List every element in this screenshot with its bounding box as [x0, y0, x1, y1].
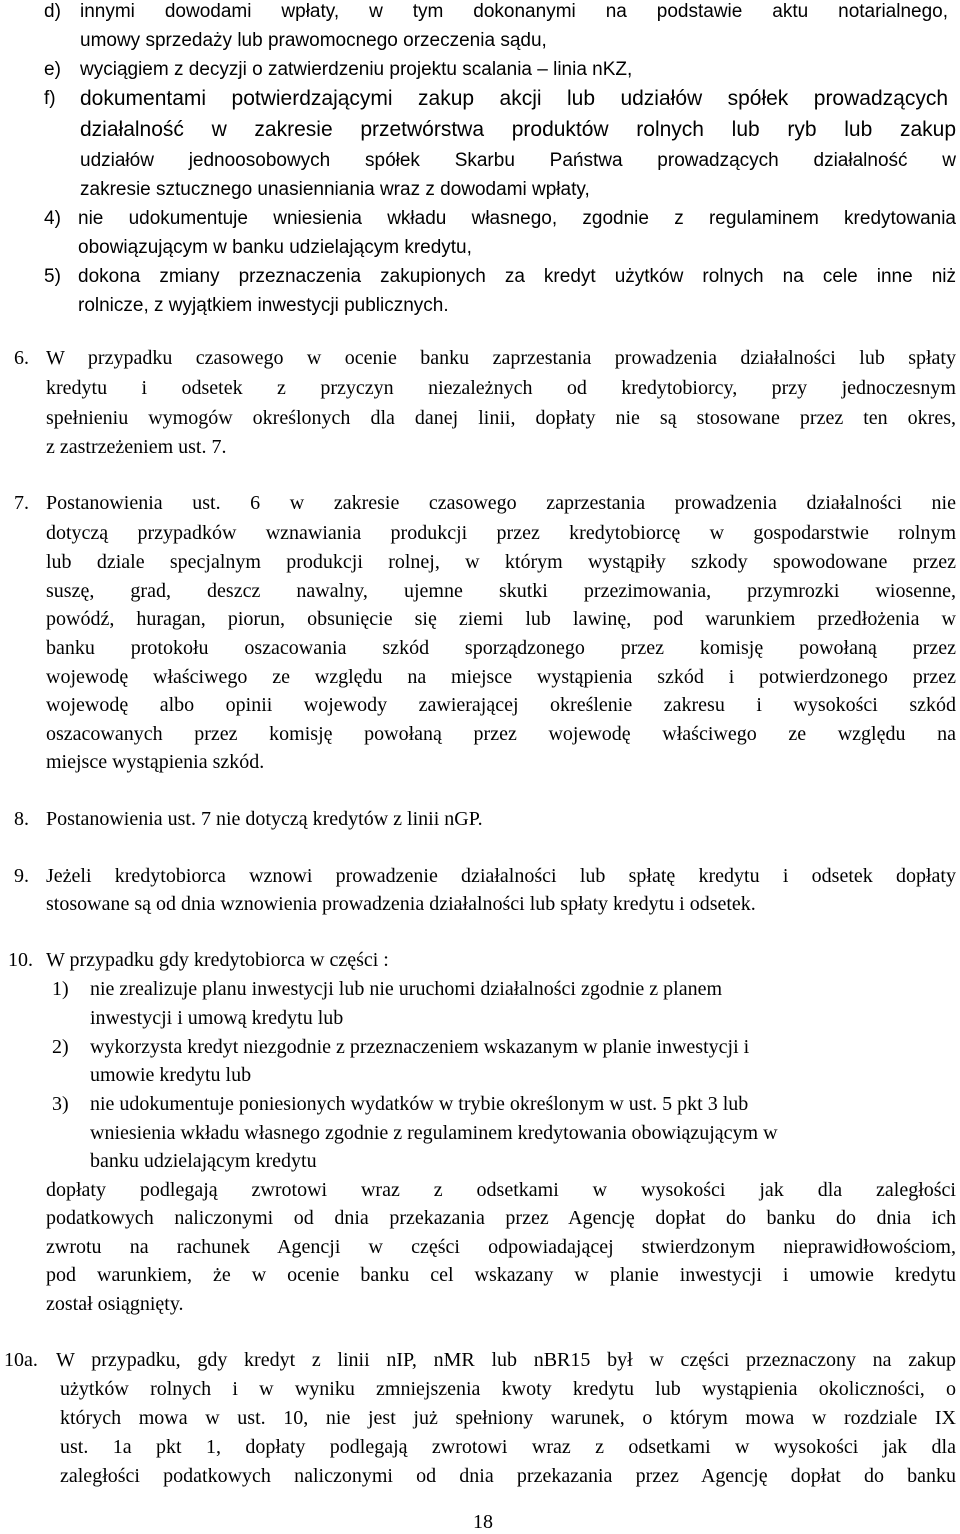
item-label: 1): [52, 978, 69, 1000]
paragraph-line: suszę, grad, deszcz nawalny, ujemne skutki przezimowania, przymrozki wiosenne,: [46, 580, 956, 602]
item-text: dokumentami potwierdzającymi zakup akcji lub udziałów spółek prowadzących: [80, 87, 948, 110]
paragraph-line: zaległości podatkowych naliczonymi od dnia przekazania przez Agencję dopłat do banku: [60, 1465, 956, 1487]
paragraph-line: dotyczą przypadków wznawiania produkcji przez kredytobiorcę w gospodarstwie rolnym: [46, 522, 956, 544]
item-text: inwestycji i umową kredytu lub: [90, 1007, 344, 1029]
item-text: umowie kredytu lub: [90, 1064, 252, 1086]
item-label: 5): [44, 266, 61, 287]
paragraph-line: banku protokołu oszacowania szkód sporządzonego przez komisję powołaną przez: [46, 637, 956, 659]
page-number: 18: [473, 1511, 493, 1533]
paragraph-line: zwrotu na rachunek Agencji w części odpowiadającej stwierdzonym nieprawidłowościom,: [46, 1236, 956, 1258]
paragraph-line: W przypadku czasowego w ocenie banku zaprzestania prowadzenia działalności lub spłaty: [46, 347, 956, 369]
paragraph-line: lub dziale specjalnym produkcji rolnej, w którym wystąpiły szkody spowodowane przez: [46, 551, 956, 573]
item-text: dokona zmiany przeznaczenia zakupionych za kredyt użytków rolnych na cele inne niż: [78, 266, 956, 287]
item-text: innymi dowodami wpłaty, w tym dokonanymi na podstawie aktu notarialnego,: [80, 1, 948, 22]
section-number: 10.: [8, 949, 33, 971]
paragraph-line: dopłaty podlegają zwrotowi wraz z odsetkami w wysokości jak dla zaległości: [46, 1179, 956, 1201]
section-number: 8.: [14, 808, 29, 830]
item-label: 4): [44, 208, 61, 229]
section-number: 7.: [14, 492, 29, 514]
paragraph-line: miejsce wystąpienia szkód.: [46, 751, 265, 773]
paragraph-line: stosowane są od dnia wznowienia prowadzenia działalności lub spłaty kredytu i odsetek.: [46, 893, 756, 915]
item-text: wykorzysta kredyt niezgodnie z przeznaczeniem wskazanym w planie inwestycji i: [90, 1036, 750, 1058]
paragraph-line: Jeżeli kredytobiorca wznowi prowadzenie działalności lub spłatę kredytu i odsetek dopłaty: [46, 865, 956, 887]
item-label: f): [44, 88, 56, 109]
paragraph-line: W przypadku, gdy kredyt z linii nIP, nMR lub nBR15 był w części przeznaczony na zakup: [56, 1349, 956, 1371]
item-text: wniesienia wkładu własnego zgodnie z regulaminem kredytowania obowiązującym w: [90, 1122, 778, 1144]
item-text: udziałów jednoosobowych spółek Skarbu Państwa prowadzących działalność w: [80, 150, 956, 171]
paragraph-line: oszacowanych przez komisję powołaną przez wojewodę właściwego ze względu na: [46, 723, 956, 745]
paragraph-line: ust. 1a pkt 1, dopłaty podlegają zwrotowi wraz z odsetkami w wysokości jak dla: [60, 1436, 956, 1458]
section-number: 6.: [14, 347, 29, 369]
item-label: 3): [52, 1093, 69, 1115]
paragraph-line: został osiągnięty.: [46, 1293, 184, 1315]
paragraph-line: pod warunkiem, że w ocenie banku cel wskazany w planie inwestycji i umowie kredytu: [46, 1264, 956, 1286]
paragraph-line: Postanowienia ust. 7 nie dotyczą kredytów z linii nGP.: [46, 808, 483, 830]
item-text: nie udokumentuje wniesienia wkładu własnego, zgodnie z regulaminem kredytowania: [78, 208, 956, 229]
paragraph-line: powódź, huragan, piorun, obsunięcie się ziemi lub lawinę, pod warunkiem przedłożenia w: [46, 608, 956, 630]
section-number: 10a.: [4, 1349, 38, 1371]
paragraph-line: Postanowienia ust. 6 w zakresie czasowego zaprzestania prowadzenia działalności nie: [46, 492, 956, 514]
item-text: nie zrealizuje planu inwestycji lub nie uruchomi działalności zgodnie z planem: [90, 978, 723, 1000]
item-text: rolnicze, z wyjątkiem inwestycji publicznych.: [78, 295, 449, 316]
paragraph-line: użytków rolnych i w wyniku zmniejszenia kwoty kredytu lub wystąpienia okoliczności, o: [60, 1378, 956, 1400]
paragraph-line: wojewodę albo opinii wojewody zawierającej określenie zakresu i wysokości szkód: [46, 694, 956, 716]
item-text: działalność w zakresie przetwórstwa produktów rolnych lub ryb lub zakup: [80, 118, 956, 141]
paragraph-line: kredytu i odsetek z przyczyn niezależnych od kredytobiorcy, przy jednoczesnym: [46, 377, 956, 399]
item-label: e): [44, 59, 61, 80]
item-text: nie udokumentuje poniesionych wydatków w trybie określonym w ust. 5 pkt 3 lub: [90, 1093, 749, 1115]
item-text: banku udzielającym kredytu: [90, 1150, 317, 1172]
section-number: 9.: [14, 865, 29, 887]
item-label: d): [44, 1, 61, 22]
item-text: zakresie sztucznego unasienniania wraz z dowodami wpłaty,: [80, 179, 590, 200]
item-text: wyciągiem z decyzji o zatwierdzeniu projektu scalania – linia nKZ,: [80, 59, 633, 80]
paragraph-line: podatkowych naliczonymi od dnia przekazania przez Agencję dopłat do banku do dnia ich: [46, 1207, 956, 1229]
item-text: obowiązującym w banku udzielającym kredytu,: [78, 237, 472, 258]
paragraph-line: W przypadku gdy kredytobiorca w części :: [46, 949, 389, 971]
paragraph-line: spełnieniu wymogów określonych dla danej linii, dopłaty nie są stosowane przez ten okres,: [46, 407, 956, 429]
item-label: 2): [52, 1036, 69, 1058]
item-text: umowy sprzedaży lub prawomocnego orzeczenia sądu,: [80, 30, 547, 51]
paragraph-line: wojewodę właściwego ze względu na miejsce wystąpienia szkód i potwierdzonego przez: [46, 666, 956, 688]
paragraph-line: których mowa w ust. 10, nie jest już spełniony warunek, o którym mowa w rozdziale IX: [60, 1407, 956, 1429]
paragraph-line: z zastrzeżeniem ust. 7.: [46, 436, 227, 458]
